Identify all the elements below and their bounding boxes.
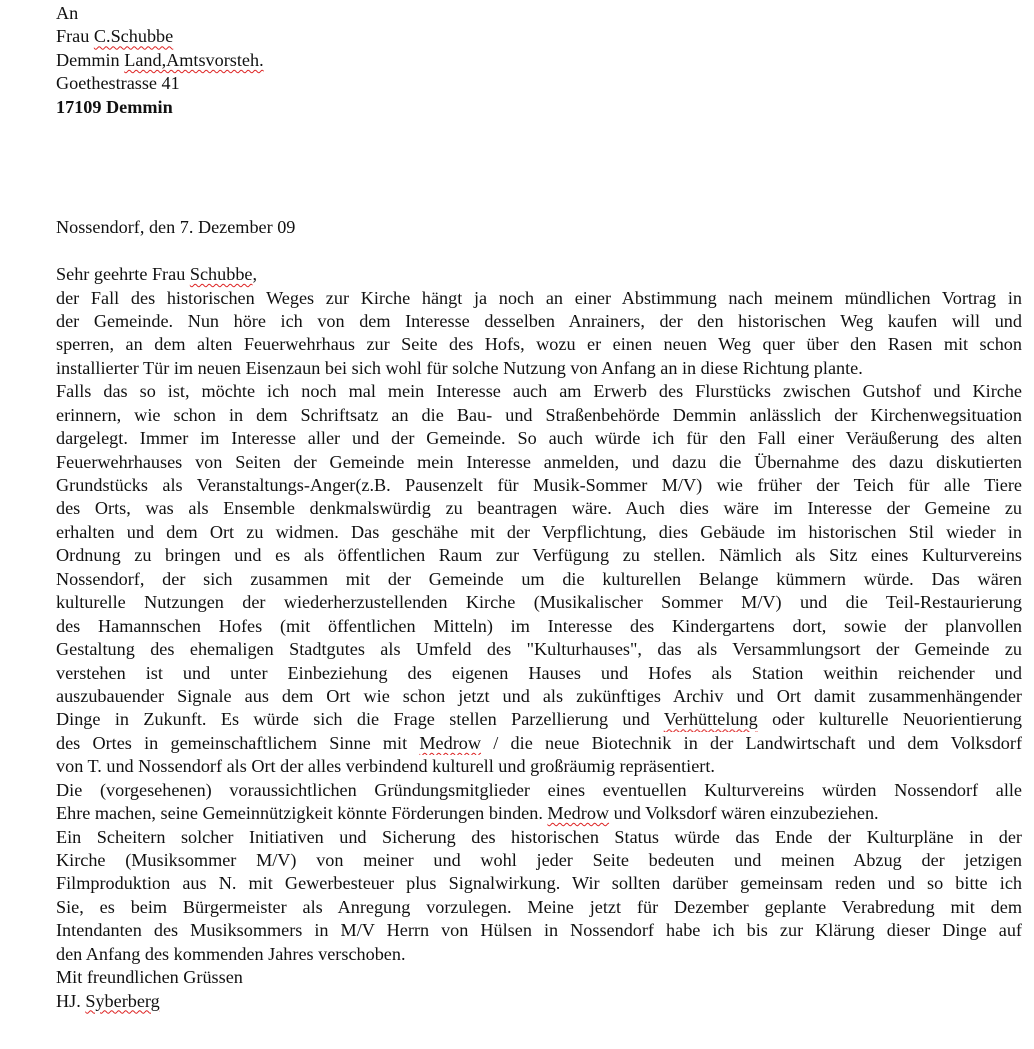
body-line: [56, 732, 1022, 755]
body-line: Ein Scheitern solcher Initiativen und Sicherung des historischen Status würde das Ende der Kulturpläne in der: [56, 826, 1022, 847]
body-line: kulturelle Nutzungen der wiederherzustellenden Kirche (Musikalischer Sommer M/V) und die Teil-Restaurierung: [56, 592, 1022, 613]
body-line: dargelegt. Immer im Interesse aller und der Gemeinde. So auch würde ich für den Fall einer Veräußerung des alten: [56, 428, 1022, 449]
body-line: Gestaltung des ehemaligen Stadtgutes als Umfeld des "Kulturhauses", das als Versammlungsort der Gemeinde zu: [56, 639, 1022, 660]
spacer: [56, 119, 1022, 189]
body-text: / die neue Biotechnik in der Landwirtschaft und dem Volksdorf: [481, 732, 1022, 753]
body-line: von T. und Nossendorf als Ort der alles verbindend kulturell und großräumig repräsentiert.: [56, 756, 715, 777]
body-line: auszubauender Signale aus dem Ort wie schon jetzt und als zukünftiges Archiv und Ort damit zusammenhängender: [56, 685, 1022, 706]
body-text: Ehre machen, seine Gemeinnützigkeit könnte Förderungen binden.: [56, 803, 548, 824]
body-line: Feuerwehrhauses von Seiten der Gemeinde mein Interesse anmelden, und dazu die Übernahme des dazu diskutierten: [56, 451, 1022, 472]
body-line: den Anfang des kommenden Jahres verschoben.: [56, 943, 406, 964]
recipient-name: C.Schubbe: [93, 26, 174, 47]
spacer: [56, 240, 1022, 263]
body-text: Dinge in Zukunft. Es würde sich die Frage stellen Parzellierung und: [56, 709, 664, 730]
body-line: der Fall des historischen Weges zur Kirche hängt ja noch an einer Abstimmung nach meinem mündlichen Vortrag in: [56, 287, 1022, 308]
body-line: erhalten und dem Ort zu widmen. Das geschähe mit der Verpflichtung, dies Gebäude im historischen Stil wieder in: [56, 521, 1022, 542]
signature-line: [56, 990, 1022, 1013]
greeting-suffix: ,: [252, 264, 258, 285]
date-line: Nossendorf, den 7. Dezember 09: [56, 217, 296, 238]
body-text: des Ortes in gemeinschaftlichem Sinne mit: [56, 732, 420, 753]
spacer: [56, 189, 1022, 216]
body-line: der Gemeinde. Nun höre ich von dem Interesse desselben Anrainers, der den historischen Weg kaufen will und: [56, 310, 1022, 331]
recipient-address-block: [56, 2, 1022, 119]
recipient-street: Goethestrasse 41: [56, 73, 180, 94]
body-line: installierter Tür im neuen Eisenzaun bei sich wohl für solche Nutzung von Anfang an in diese Richtung plante.: [56, 357, 863, 378]
body-line: [56, 708, 1022, 731]
body-line: des Orts, was als Ensemble denkmalswürdig zu beantragen wäre. Auch dies wäre im Interesse der Gemeine zu: [56, 498, 1022, 519]
letter-body: [56, 287, 1022, 967]
body-line: [56, 802, 1022, 825]
body-line: Ordnung zu bringen und es als öffentlichen Raum zur Verfügung zu stellen. Nämlich als Sitz eines Kulturvereins: [56, 545, 1022, 566]
body-line: Intendanten des Musiksommers in M/V Herrn von Hülsen in Nossendorf habe ich bis zur Klärung dieser Dinge auf: [56, 920, 1022, 941]
spellcheck-word: Medrow: [419, 732, 482, 753]
body-line: Nossendorf, der sich zusammen mit der Gemeinde um die kulturellen Belange kümmern würde. Das wären: [56, 568, 1022, 589]
signature-prefix: HJ.: [56, 990, 86, 1011]
body-text: und Volksdorf wären einzubeziehen.: [609, 803, 879, 824]
body-line: des Hamannschen Hofes (mit öffentlichen Mitteln) im Interesse des Kindergartens dort, sowie der planvollen: [56, 615, 1022, 636]
greeting-prefix: Sehr geehrte Frau: [56, 264, 190, 285]
body-line: Grundstücks als Veranstaltungs-Anger(z.B. Pausenzelt für Musik-Sommer M/V) wie früher der Teich für alle Tiere: [56, 475, 1022, 495]
spellcheck-word: Medrow: [547, 803, 610, 824]
body-line: Die (vorgesehenen) voraussichtlichen Gründungsmitglieder eines eventuellen Kulturvereins würden Nossendorf alle: [56, 779, 1022, 800]
recipient-prefix: Frau: [56, 26, 94, 47]
recipient-office-line: [56, 49, 1022, 72]
greeting-name: Schubbe: [189, 264, 253, 285]
body-line: Sie, es beim Bürgermeister als Anregung vorzulegen. Meine jetzt für Dezember geplante Verabredung mit dem: [56, 896, 1022, 917]
greeting-line: [56, 263, 1022, 286]
recipient-city: 17109 Demmin: [56, 96, 173, 117]
body-line: sperren, an dem alten Feuerwehrhaus zur Seite des Hofs, wozu er einen neuen Weg quer über den Rasen mit schon: [56, 334, 1022, 355]
body-line: erinnern, wie schon in dem Schriftsatz an die Bau- und Straßenbehörde Demmin anlässlich der Kirchenwegsituation: [56, 404, 1022, 425]
body-line: verstehen ist und unter Einbeziehung des eigenen Hauses und Hofes als Station weithin reichender und: [56, 662, 1022, 683]
body-line: Filmproduktion aus N. mit Gewerbesteuer plus Signalwirkung. Wir sollten darüber gemeinsam reden und so bitte ich: [56, 873, 1022, 894]
spellcheck-word: Verhüttelung: [663, 709, 758, 730]
closing-line: Mit freundlichen Grüssen: [56, 967, 243, 988]
office-prefix: Demmin: [56, 49, 125, 70]
recipient-name-line: [56, 25, 1022, 48]
letter-page: [56, 2, 1022, 1013]
signature-name: Syberberg: [85, 990, 160, 1011]
body-text: oder kulturelle Neuorientierung: [757, 709, 1022, 730]
body-line: Kirche (Musiksommer M/V) von meiner und wohl jeder Seite bedeuten und meinen Abzug der jetzigen: [56, 850, 1022, 870]
recipient-office: Land,Amtsvorsteh.: [124, 49, 264, 70]
address-to-label: An: [56, 3, 79, 23]
body-line: Falls das so ist, möchte ich noch mal mein Interesse auch am Erwerb des Flurstücks zwischen Gutshof und Kirche: [56, 381, 1022, 402]
